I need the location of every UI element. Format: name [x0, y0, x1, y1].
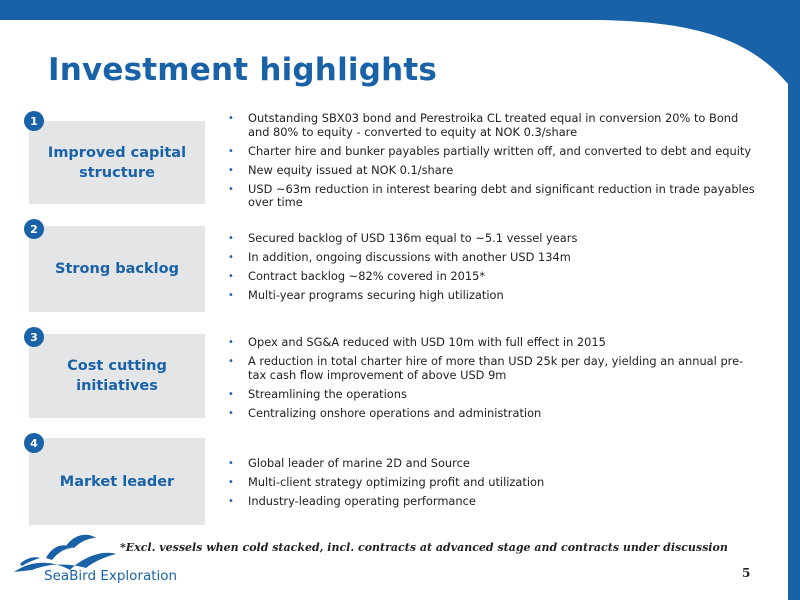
section-number-badge: 4: [24, 433, 44, 453]
section-label-market-leader: Market leader: [29, 438, 205, 525]
bullet-icon: •: [228, 113, 234, 124]
bullet-item: • Charter hire and bunker payables partially written off, and converted to debt and equity: [228, 143, 752, 158]
bullet-item: • New equity issued at NOK 0.1/share: [228, 162, 454, 177]
bullet-icon: •: [228, 388, 234, 400]
bullet-item: • Secured backlog of USD 136m equal to ~5.1 vessel years: [228, 231, 578, 245]
bullet-item: • Outstanding SBX03 bond and Perestroika CL treated equal in conversion 20% to Bond and 80% to equity - converted to equity at NOK 0.3/share: [228, 111, 739, 139]
bullet-item: • Contract backlog ~82% covered in 2015*: [228, 269, 486, 283]
slide-title: Investment highlights: [48, 52, 438, 88]
bullet-item: • Multi-year programs securing high utilization: [228, 288, 504, 302]
logo-text: SeaBird Exploration: [44, 568, 178, 584]
bullet-item: • Centralizing onshore operations and administration: [228, 405, 542, 420]
bullet-item: • In addition, ongoing discussions with another USD 134m: [228, 250, 571, 264]
bullet-icon: •: [228, 477, 234, 488]
bullet-icon: •: [228, 337, 234, 348]
section-number-badge: 2: [24, 219, 44, 239]
footnote: *Excl. vessels when cold stacked, incl. contracts at advanced stage and contracts under discussion: [120, 541, 728, 554]
bullet-icon: •: [228, 356, 234, 367]
bullet-item: • A reduction in total charter hire of more than USD 25k per day, yielding an annual pre-tax cash flow improvement of above USD 9m: [228, 354, 744, 382]
section-bullets-cost-cutting: [228, 336, 760, 426]
section-bullets-backlog: [228, 232, 760, 308]
bullet-item: • Industry-leading operating performance: [228, 494, 476, 508]
section-number-badge: 1: [24, 111, 44, 131]
bullet-item: • Global leader of marine 2D and Source: [228, 456, 470, 470]
bullet-icon: •: [228, 145, 234, 157]
section-label-cost-cutting: Cost cutting initiatives: [29, 334, 205, 418]
section-bullets-capital-structure: [228, 112, 760, 215]
bullet-item: • USD ~63m reduction in interest bearing debt and significant reduction in trade payables over time: [228, 181, 755, 209]
section-label-capital-structure: Improved capital structure: [29, 121, 205, 204]
bullet-icon: •: [228, 496, 234, 507]
bullet-item: • Multi-client strategy optimizing profit and utilization: [228, 475, 545, 489]
bullet-item: • Streamlining the operations: [228, 386, 407, 401]
bullet-icon: •: [228, 183, 234, 195]
right-edge-band: [788, 0, 800, 600]
bullet-icon: •: [228, 407, 234, 419]
bullet-item: • Opex and SG&A reduced with USD 10m with full effect in 2015: [228, 335, 606, 349]
bullet-icon: •: [228, 252, 234, 263]
section-number-badge: 3: [24, 327, 44, 347]
bullet-icon: •: [228, 233, 234, 244]
bullet-icon: •: [228, 271, 234, 282]
section-bullets-market-leader: [228, 457, 760, 514]
bullet-icon: •: [228, 458, 234, 469]
page-number: 5: [742, 566, 751, 580]
section-label-backlog: Strong backlog: [29, 226, 205, 312]
bullet-icon: •: [228, 164, 234, 176]
bullet-icon: •: [228, 290, 234, 301]
